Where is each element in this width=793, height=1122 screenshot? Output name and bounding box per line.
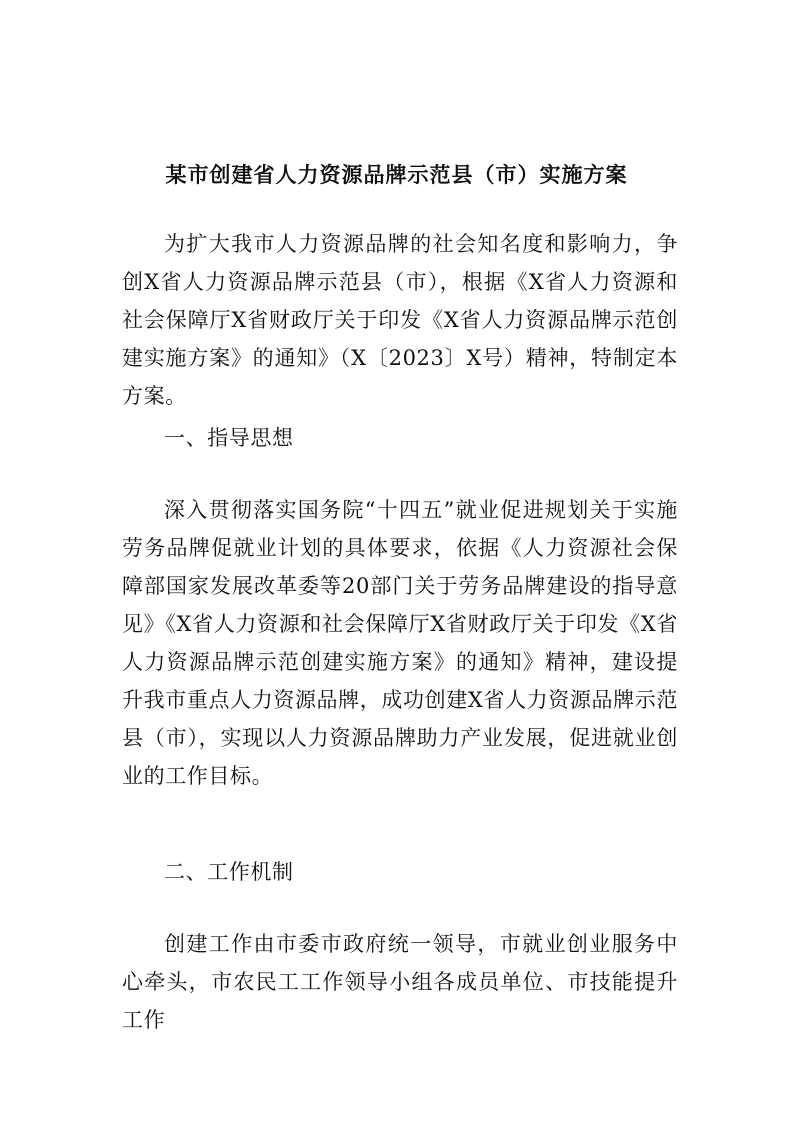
section-heading-work-mechanism: 二、工作机制: [164, 860, 294, 884]
section-heading-guiding-ideology: 一、指导思想: [164, 426, 294, 450]
document-title: 某市创建省人力资源品牌示范县（市）实施方案: [165, 162, 628, 187]
section-paragraph-work-mechanism: 创建工作由市委市政府统一领导，市就业创业服务中心牵头，市农民工工作领导小组各成员单位、市技能提升工作: [122, 932, 678, 1032]
section-paragraph-guiding-ideology: 深入贯彻落实国务院“十四五”就业促进规划关于实施劳务品牌促就业计划的具体要求，依据《人力资源社会保障部国家发展改革委等20部门关于劳务品牌建设的指导意见》《X省人力资源和社会保障厅X省财政厅关于印发《X省人力资源品牌示范创建实施方案》的通知》精神，建设提升我市重点人力资源品牌，成功创建X省人力资源品牌示范县（市），实现以人力资源品牌助力产业发展，促进就业创业的工作目标。: [122, 498, 678, 788]
intro-paragraph: 为扩大我市人力资源品牌的社会知名度和影响力，争创X省人力资源品牌示范县（市），根据《X省人力资源和社会保障厅X省财政厅关于印发《X省人力资源品牌示范创建实施方案》的通知》（X〔2023〕X号）精神，特制定本方案。: [122, 232, 678, 408]
